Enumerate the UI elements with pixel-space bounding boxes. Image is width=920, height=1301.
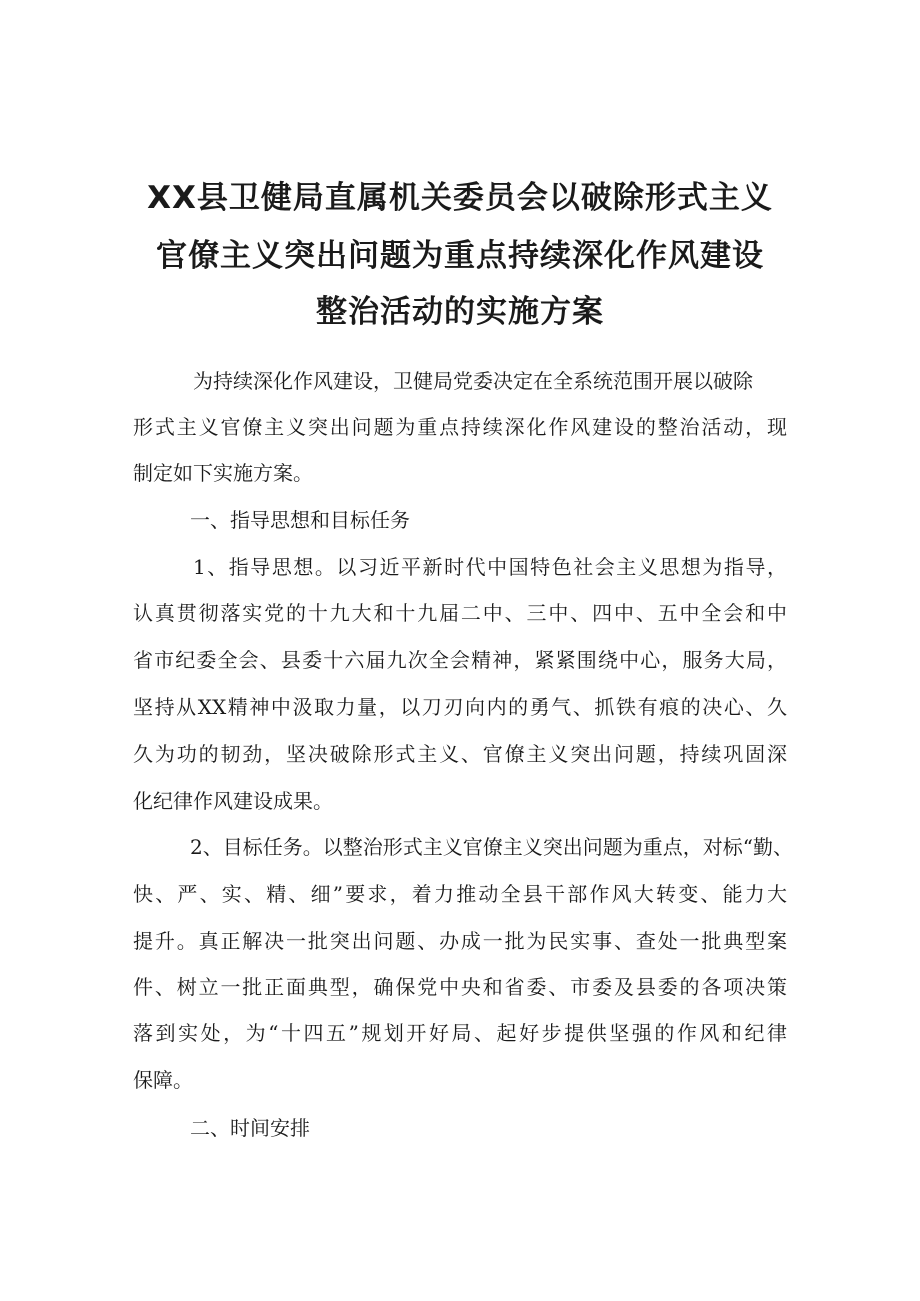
intro-line-3: 制定如下实施方案。 [133, 461, 313, 485]
item2-line-2: 快、严、实、精、细”要求，着力推动全县干部作风大转变、能力大 [133, 882, 787, 906]
item1-line-1: 1、指导思想。以习近平新时代中国特色社会主义思想为指导， [193, 555, 787, 579]
item1-line-5: 久为功的韧劲，坚决破除形式主义、官僚主义突出问题，持续巩固深 [133, 742, 787, 766]
item2-line-1: 2、目标任务。以整治形式主义官僚主义突出问题为重点，对标“勤、 [190, 835, 793, 859]
item1-line-4: 坚持从XX精神中汲取力量，以刀刃向内的勇气、抓铁有痕的决心、久 [133, 695, 787, 719]
document-title-line-1: XX县卫健局直属机关委员会以破除形式主义 [147, 180, 773, 216]
item2-line-6: 保障。 [133, 1068, 193, 1092]
item2-line-3: 提升。真正解决一批突出问题、办成一批为民实事、查处一批典型案 [133, 929, 787, 953]
item2-line-5: 落到实处，为“十四五”规划开好局、起好步提供坚强的作风和纪律 [133, 1021, 787, 1045]
item1-line-3: 省市纪委全会、县委十六届九次全会精神，紧紧围绕中心，服务大局， [133, 648, 787, 672]
document-title-line-2: 官僚主义突出问题为重点持续深化作风建设 [156, 238, 764, 274]
section-heading-1: 一、指导思想和目标任务 [190, 508, 410, 532]
intro-line-2: 形式主义官僚主义突出问题为重点持续深化作风建设的整治活动，现 [133, 415, 787, 439]
intro-line-1: 为持续深化作风建设，卫健局党委决定在全系统范围开展以破除 [193, 369, 753, 393]
item1-line-2: 认真贯彻落实党的十九大和十九届二中、三中、四中、五中全会和中 [133, 601, 787, 625]
section-heading-2: 二、时间安排 [190, 1116, 310, 1140]
item2-line-4: 件、树立一批正面典型，确保党中央和省委、市委及县委的各项决策 [133, 975, 787, 999]
item1-line-6: 化纪律作风建设成果。 [133, 789, 333, 813]
document-title-line-3: 整治活动的实施方案 [316, 294, 604, 330]
